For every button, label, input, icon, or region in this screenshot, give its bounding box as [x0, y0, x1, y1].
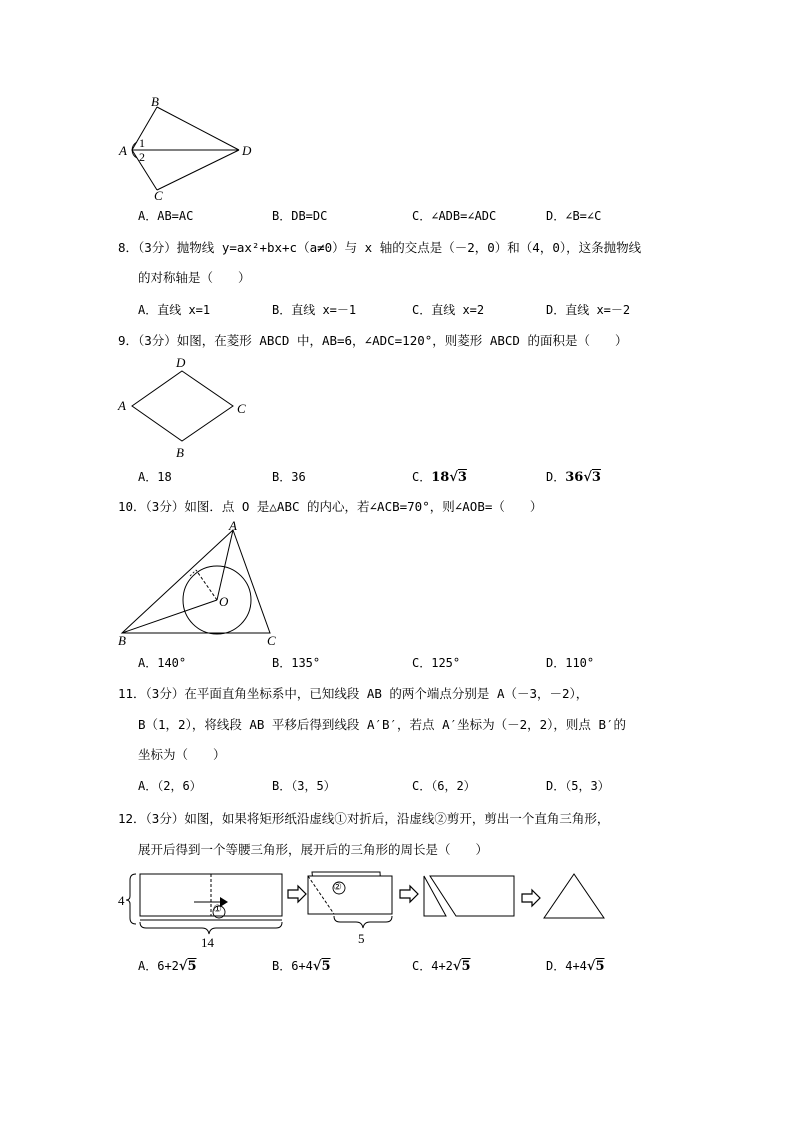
- q10-label-O: O: [219, 594, 229, 609]
- q8-option-b[interactable]: B．直线 x=－1: [272, 303, 357, 317]
- q9-option-d-radicand: 3: [591, 470, 601, 485]
- q10-right-angle-mark: [190, 570, 196, 576]
- q8-stem-line1: 8．（3分）抛物线 y=ax²+bx+c（a≠0）与 x 轴的交点是（－2，0）和（4，0），这条抛物线: [118, 240, 642, 255]
- sqrt-icon: √: [452, 959, 462, 974]
- q7-label-A: A: [119, 143, 127, 158]
- q12-option-c[interactable]: [412, 958, 471, 975]
- q12-option-a-text: A．6+2: [138, 959, 179, 973]
- q11-stem-line1: 11．（3分）在平面直角坐标系中，已知线段 AB 的两个端点分别是 A（－3，－2），: [118, 686, 589, 701]
- q10-incircle-figure: [112, 518, 287, 650]
- q12-option-c-text: C．4+2: [412, 959, 453, 973]
- q8-stem-line2: 的对称轴是（ ）: [138, 270, 251, 285]
- q7-label-C: C: [154, 188, 163, 203]
- q7-option-a[interactable]: A．AB=AC: [138, 209, 194, 223]
- q9-option-d-coef: 36: [565, 470, 584, 485]
- q12-option-b-radicand: 5: [321, 959, 331, 974]
- q7-option-d[interactable]: D．∠B=∠C: [546, 209, 602, 223]
- q8-option-a[interactable]: A．直线 x=1: [138, 303, 211, 317]
- q12-option-b-text: B．6+4: [272, 959, 313, 973]
- q12-folding-figure: [112, 866, 612, 950]
- q11-option-c[interactable]: C．（6，2）: [412, 779, 476, 793]
- q12-stem-line1: 12．（3分）如图，如果将矩形纸沿虚线①对折后，沿虚线②剪开，剪出一个直角三角形，: [118, 811, 610, 826]
- q7-label-D: D: [242, 143, 252, 158]
- q12-option-b[interactable]: [272, 958, 331, 975]
- q9-option-c-radicand: 3: [457, 470, 467, 485]
- q12-cut-brace: [334, 916, 392, 928]
- q11-option-b[interactable]: B．（3，5）: [272, 779, 336, 793]
- q10-label-B: B: [118, 633, 126, 648]
- q10-label-A: A: [229, 518, 237, 533]
- q9-option-b[interactable]: B．36: [272, 470, 306, 484]
- q9-option-d-letter: D．: [546, 470, 566, 484]
- q10-line-OA: [217, 530, 233, 600]
- q11-option-a[interactable]: A．（2，6）: [138, 779, 202, 793]
- q12-option-c-radicand: 5: [461, 959, 471, 974]
- q9-option-c[interactable]: [412, 469, 467, 486]
- q9-option-c-coef: 18: [431, 470, 450, 485]
- q9-rhombus: [132, 371, 233, 441]
- outline-arrow-icon: [400, 886, 418, 902]
- q9-option-d[interactable]: [546, 469, 601, 486]
- q10-dashed-radius: [196, 570, 217, 600]
- q9-label-A: A: [118, 398, 126, 413]
- q12-isosceles-triangle: [544, 874, 604, 918]
- outline-arrow-icon: [522, 890, 540, 906]
- q10-option-c[interactable]: C．125°: [412, 656, 461, 670]
- q10-triangle: [122, 530, 270, 633]
- q12-stem-line2: 展开后得到一个等腰三角形，展开后的三角形的周长是（ ）: [138, 842, 489, 857]
- q12-option-d-text: D．4+4: [546, 959, 587, 973]
- q9-label-B: B: [176, 445, 184, 460]
- q9-label-C: C: [237, 401, 246, 416]
- sqrt-icon: √: [586, 959, 596, 974]
- q12-option-d-radicand: 5: [595, 959, 605, 974]
- q12-label-width: 14: [201, 935, 214, 950]
- q10-option-b[interactable]: B．135°: [272, 656, 321, 670]
- q9-label-D: D: [176, 355, 186, 370]
- q7-label-angle2: 2: [139, 150, 145, 164]
- q7-option-b[interactable]: B．DB=DC: [272, 209, 328, 223]
- q12-option-d[interactable]: [546, 958, 605, 975]
- q10-label-C: C: [267, 633, 276, 648]
- sqrt-icon: √: [312, 959, 322, 974]
- outline-arrow-icon: [288, 886, 306, 902]
- q8-option-c[interactable]: C．直线 x=2: [412, 303, 485, 317]
- q11-option-d[interactable]: D．（5，3）: [546, 779, 610, 793]
- q9-option-c-letter: C．: [412, 470, 432, 484]
- q10-stem: 10．（3分）如图．点 O 是△ABC 的内心，若∠ACB=70°，则∠AOB=（ ）: [118, 499, 543, 514]
- q10-option-a[interactable]: A．140°: [138, 656, 187, 670]
- q9-stem: 9．（3分）如图，在菱形 ABCD 中，AB=6，∠ADC=120°，则菱形 ABCD 的面积是（ ）: [118, 333, 628, 348]
- q9-option-a[interactable]: A．18: [138, 470, 172, 484]
- q7-line-CD: [157, 150, 239, 190]
- sqrt-icon: √: [178, 959, 188, 974]
- q7-option-c[interactable]: C．∠ADB=∠ADC: [412, 209, 497, 223]
- q7-line-BD: [157, 107, 239, 150]
- q10-line-OB: [122, 600, 217, 633]
- q11-stem-line2: B（1，2），将线段 AB 平移后得到线段 A′B′，若点 A′坐标为（－2，2），则点 B′的: [138, 717, 627, 732]
- q12-height-brace: [126, 874, 136, 924]
- q9-rhombus-figure: [112, 352, 262, 464]
- q7-label-B: B: [151, 94, 159, 109]
- q11-stem-line3: 坐标为（ ）: [138, 747, 226, 762]
- sqrt-icon: √: [583, 470, 592, 485]
- q8-option-d[interactable]: D．直线 x=－2: [546, 303, 631, 317]
- q12-mark2-label: ②: [333, 882, 342, 893]
- q12-option-a-radicand: 5: [187, 959, 197, 974]
- q12-label-height: 4: [118, 893, 125, 908]
- q7-label-angle1: 1: [139, 136, 145, 150]
- q12-width-brace: [140, 922, 282, 934]
- q12-mark1-label: ①: [213, 904, 222, 915]
- q10-option-d[interactable]: D．110°: [546, 656, 595, 670]
- sqrt-icon: √: [449, 470, 458, 485]
- q7-kite-figure: [112, 92, 262, 204]
- q12-label-cut: 5: [358, 931, 365, 946]
- q12-option-a[interactable]: [138, 958, 197, 975]
